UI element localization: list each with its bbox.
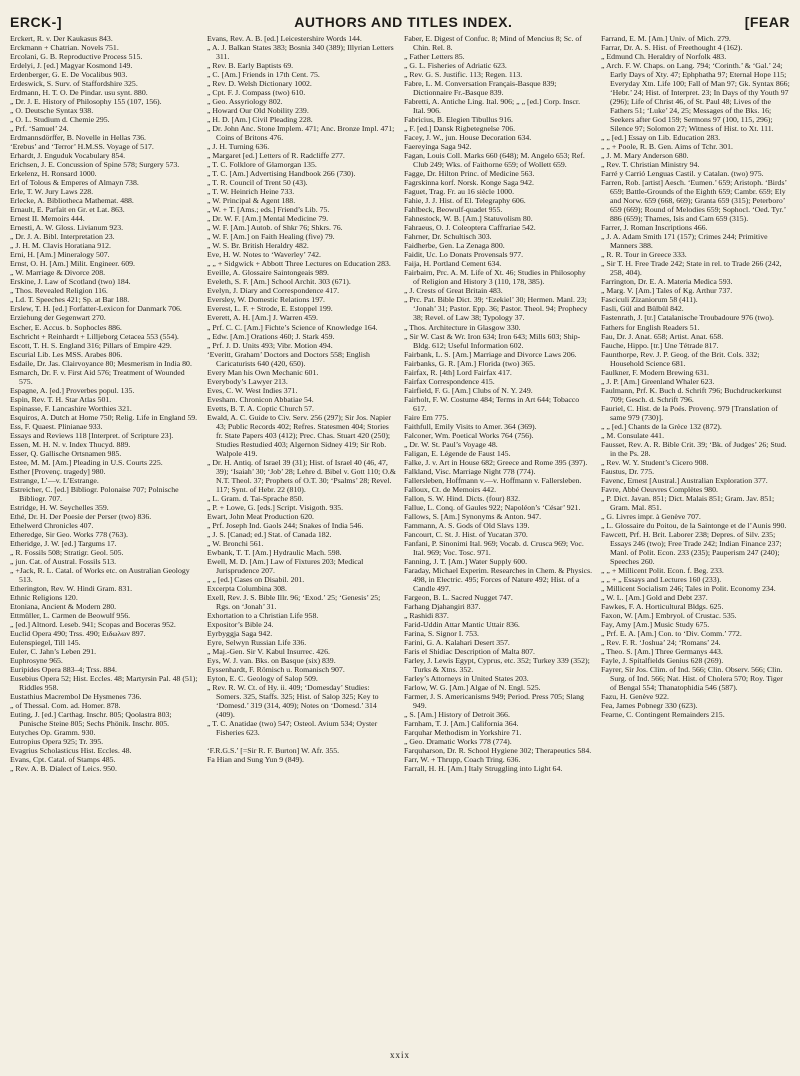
index-entry: Farhang Djahangiri 837. [404,601,481,611]
index-entry: Fahraeus, O. J. Coleoptera Caffrariae 542. [404,223,536,233]
index-entry: Etheredge, Sir Geo. Works 778 (763). [10,529,128,539]
index-entry: Everest, L. F. + Strode, E. Estoppel 199. [207,304,333,314]
index-entry: „ Marg. V. [Am.] Tales of Kg. Arthur 737. [601,286,733,296]
index-entry: Ewell, M. D. [Am.] Law of Fixtures 203; Medical Jurisprudence 207. [207,556,364,575]
index-entry: Farrer, J. Roman Inscriptions 466. [601,223,708,233]
index-entry: Ethé, Dr. H. Der Poesie der Perser (two) 836. [10,511,152,521]
index-entry: Fagge, Dr. Hilton Princ. of Medicine 563. [404,169,535,179]
page-number: xxix [389,1050,410,1060]
index-entry: Evagrius Scholasticus Hist. Eccles. 48. [10,746,132,756]
index-entry: Farini, G. A. Kalahari Desert 357. [404,638,510,648]
index-entry: „ jun. Cat. of Austral. Fossils 513. [10,556,117,566]
index-entry: „ J. S. [Canad; ed.] Stat. of Canada 182. [207,529,332,539]
index-entry: „ H. D. [Am.] Civil Pleading 228. [207,115,313,125]
index-entry: Eustathius Macrembol De Hysmenes 736. [10,692,142,702]
index-entry: Fairbank, L. S. [Am.] Marriage and Divorce Laws 206. [404,349,577,359]
index-entry: „ A. J. Balkan States 383; Bosnia 340 (389); Illyrian Letters 311. [207,43,394,62]
index-entry: Etherington, Rev. W. Hindi Gram. 831. [10,583,133,593]
index-entry: Fairbairn, Prc. A. M. Life of Xt. 46; Studies in Philosophy of Religion and History 3 (110, 178, 385). [404,268,586,287]
index-entry: Farmer, J. S. Americanisms 949; Period. Press 705; Slang 949. [404,692,584,711]
index-column [601,34,790,1044]
index-entry: Faidit, Uc. Lo Donats Provensals 977. [404,250,524,260]
index-entry: Esther [Provenç. tragedy] 980. [10,466,106,476]
index-entry: Fairfax, R. [4th] Lord Fairfax 417. [404,367,512,377]
index-entry: Fabre, L. M. Conversation Français-Basque 839; Dictionnaire Fr.-Basque 839. [404,79,557,98]
index-entry: Farid-Uddin Attar Mantic Uttair 836. [404,620,520,630]
index-entry: Faustus, Dr. 775. [601,466,655,476]
index-entry: Faithfull, Emily Visits to Amer. 364 (369). [404,421,537,431]
index-entry: „ O. Deutsche Syntax 938. [10,106,94,116]
index-entry: „ C. [Am.] Friends in 17th Cent. 75. [207,70,320,80]
index-entry: „ Sir W. Cast & Wr. Iron 634; Iron 643; Mills 603; Ship-Bldg. 612; Useful Information 602. [404,331,581,350]
index-column [404,34,593,1044]
index-entry: „ T. C. Folklore of Glamorgan 135. [207,160,317,170]
index-entry: „ Dr. J. A. Bibl. Interpretation 23. [10,232,115,242]
index-entry: Fairfield, F. G. [Am.] Clubs of N. Y. 249. [404,385,533,395]
index-entry: Fearne, C. Contingent Remainders 215. [601,710,725,720]
index-entry: „ Rev. W. Y. Student’s Cicero 908. [601,457,709,467]
index-entry: Faulmann, Prf. K. Buch d. Schrift 796; Buchdruckerkunst 709; Gesch. d. Schrift 796. [601,385,782,404]
index-entry: Fallersleben, Hoffmann v.—v. Hoffmann v. Fallersleben. [404,475,582,485]
index-entry: „ Dr. J. E. History of Philosophy 155 (107, 156). [10,97,162,107]
index-entry: Ethelwerd Chronicles 407. [10,520,94,530]
index-entry: Fay, Amy [Am.] Music Study 675. [601,620,710,630]
index-entry: Faunthorpe, Rev. J. P. Geog. of the Brit. Cols. 332; Household Science 681. [601,349,760,368]
index-entry: „ Prf. C. C. [Am.] Fichte’s Science of Knowledge 164. [207,322,378,332]
index-entry: Eyrbyggja Saga 942. [207,629,273,639]
index-entry: Faidherbe, Gen. La Zenaga 800. [404,241,505,251]
index-entry: Eys, W. J. van. Bks. on Basque (six) 839. [207,656,336,666]
index-entry: Fabricius, B. Elegien Tibullus 916. [404,115,513,125]
index-entry: Fanfani, P. Sinonimi Ital. 969; Vocab. d. Crusca 969; Voc. Ital. 969; Voc. Tosc. 971. [404,538,584,557]
index-entry: „ P. Dict. Javan. 851; Dict. Malais 851; Gram. Jav. 851; Gram. Mal. 851. [601,493,775,512]
index-entry: „ „ [ed.] Essay on Lib. Education 283. [601,133,721,143]
index-entry: „ Thos. Architecture in Glasgow 330. [404,322,521,332]
index-entry: Eutyches Op. Gramm. 930. [10,728,96,738]
index-entry: Faereyinga Saga 942. [404,142,472,152]
index-entry: „ „ + Poole, R. B. Gen. Aims of Tchr. 301. [601,142,733,152]
index-entry: Fallon, S. W. Hind. Dicts. (four) 832. [404,493,521,503]
index-entry: Farr, W. + Thrupp, Coach Tring. 636. [404,755,521,765]
index-entry: ‘Everitt, Graham’ Doctors and Doctors 558; English Caricaturists 640 (420, 650). [207,349,370,368]
index-entry: „ L. Gram. d. Tai-Sprache 850. [207,493,304,503]
index-entry: „ O. L. Studium d. Chemie 295. [10,115,110,125]
index-entry: Evetts, B. T. A. Coptic Church 57. [207,403,314,413]
index-entry: Evesham. Chronicon Abbatiae 54. [207,394,314,404]
index-entry: „ Rev. F. R. ‘Joshua’ 24; ‘Romans’ 24. [601,638,721,648]
index-entry: Erkelenz, H. Ronsard 1000. [10,169,97,179]
index-entry: Facey, J. W., jun. House Decoration 634. [404,133,532,143]
index-entry: „ R. R. Tour in Greece 333. [601,250,687,260]
index-entry: Falloux, Ct. de Memoirs 442. [404,484,497,494]
index-entry: Fairholt, F. W. Costume 484; Terms in Art 644; Tobacco 617. [404,394,580,413]
index-entry: Fasli, Gül and Bülbül 842. [601,304,684,314]
index-entry: Fasciculi Zizaniorum 58 (411). [601,295,698,305]
index-entry: Euclid Opera 490; Trss. 490; Ειδωλων 897. [10,629,146,639]
index-entry: „ Prc. Pat. Bible Dict. 39; ‘Ezekiel’ 30; Hermen. Manl. 23; ‘Jonah’ 31; Pastor. Epp. 36; Pastor. Theol. 94; Prophecy 38; Revel. of Law 38; Typology 37. [404,295,588,323]
index-entry: „ Prf. J. D. Units 493; Vibr. Motion 494. [207,340,333,350]
index-entry: „ +Jack, R. L. Catal. of Works etc. on Australian Geology 513. [10,565,190,584]
index-entry: „ „ + „ Essays and Lectures 160 (233). [601,574,722,584]
index-entry: Farina, S. Signor I. 753. [404,629,479,639]
index-entry: Esquiros, A. Dutch at Home 750; Relig. Life in England 59. [10,412,198,422]
index-entry: Eyton, E. C. Geology of Salop 509. [207,674,318,684]
index-entry: Euripides Opera 883–4; Trss. 884. [10,665,117,675]
index-entry: Fauriel, C. Hist. de la Poés. Provenç. 979 [Translation of same 979 (730)]. [601,403,778,422]
index-entry: Farlow, W. G. [Am.] Algae of N. Engl. 525. [404,683,541,693]
index-entry: Everybody’s Lawyer 213. [207,376,288,386]
index-entry: Etoniana, Ancient & Modern 280. [10,601,117,611]
index-entry: Euler, C. Jahn’s Leben 291. [10,647,97,657]
index-entry: Fagrskinna korf. Norsk. Konge Saga 942. [404,178,534,188]
index-entry: Fairbanks, G. R. [Am.] Florida (two) 365. [404,358,536,368]
index-entry: Ernault, E. Parfait en Gr. et Lat. 863. [10,205,125,215]
index-entry: „ M. Consulate 441. [601,430,665,440]
index-entry: Erdelyi, J. [ed.] Magyar Kosmond 149. [10,61,133,71]
index-entry: „ „ [ed.] Chants de la Grèce 132 (872). [601,421,722,431]
index-entry: „ G. L. Fisheries of Adriatic 623. [404,61,507,71]
index-entry: Ernest II. Memoirs 444. [10,214,85,224]
index-entry: Farley’s Attorneys in United States 203. [404,674,529,684]
index-entry: Fawcett, Prf. H. Brit. Laborer 238; Depres. of Silv. 235; Essays 246 (two); Free Trade 242; Indian Finance 237; Manl. of Polit. Econ. 233 (235); Pauperism 247 (240); Speeches 260. [601,529,782,566]
index-entry: Eyre, Selwyn Russian Life 336. [207,638,307,648]
index-entry: Esser, Q. Gallische Ortsnamen 985. [10,448,122,458]
index-entry: „ W. L. [Am.] Gold and Debt 237. [601,592,708,602]
index-entry: Faber, E. Digest of Confuc. 8; Mind of Mencius 8; Sc. of Chin. Rel. 8. [404,34,582,53]
index-entry: „ Rev. T. Christian Ministry 94. [601,160,700,170]
index-entry: „ W. F. [Am.] on Faith Healing (five) 79. [207,232,335,242]
index-entry: „ J. M. Mary Anderson 680. [601,151,689,161]
index-entry: Fauche, Hippo. [tr.] Une Tétrade 817. [601,340,719,350]
index-entry: „ W. F. [Am.] Autob. of Shkr 76; Shkrs. 76. [207,223,343,233]
index-entry: Faraday, Michael Experim. Researches in Chem. & Physics. 498, in Electric. 495; Forces of Nature 492; Hist. of a Candle 497. [404,565,593,593]
index-entry: „ T. C. [Am.] Advertising Handbook 266 (730). [207,169,356,179]
index-entry: Ewald, A. C. Guide to Civ. Serv. 256 (297); Sir Jos. Napier 43; Public Records 402; Refres. Statesmen 404; Stories fr. State Papers 403 (412); Prec. Chas. Stuart 420 (250); Studies Restudied 403; Algernon Sidney 419; Sir Rob. Walpole 419. [207,412,392,458]
index-entry: „ R. Fossils 508; Stratigr. Geol. 505. [10,547,124,557]
index-entry: Farquharson, Dr. R. School Hygiene 302; Therapeutics 584. [404,746,592,756]
index-entry: Fea, James Pobnegr 330 (623). [601,701,698,711]
index-entry: Expositor’s Bible 24. [207,620,274,630]
index-entry: Fallows, S. [Am.] Synonyms & Anton. 947. [404,511,542,521]
index-entry: „ Thos. Revealed Religion 116. [10,286,108,296]
index-entry: Erdenberger, G. E. De Vocalibus 903. [10,70,128,80]
index-entry: Every Man his Own Mechanic 601. [207,367,319,377]
index-entry: Fairfax Correspondence 415. [404,376,495,386]
index-entry: Favenc, Ernest [Austral.] Australian Exploration 377. [601,475,768,485]
index-entry: Ettmüller, L. Carmen de Beowulf 956. [10,611,131,620]
index-entry: „ J. H. M. Clavis Horatiana 912. [10,241,111,251]
index-entry: „ S. [Am.] History of Detroit 366. [404,710,510,720]
index-entry: Faxon, W. [Am.] Embryol. of Crustac. 535. [601,611,737,620]
index-entry: Ess, F. Quaest. Plinianae 933. [10,421,103,431]
index-entry: Farrar, Dr. A. S. Hist. of Freethought 4 (162). [601,43,743,53]
index-entry: „ Edw. [Am.] Orations 460; J. Stark 459. [207,331,335,341]
index-entry: Fanning, J. T. [Am.] Water Supply 600. [404,556,528,566]
index-entry: Essays and Reviews 118 [Interpret. of Scripture 23]. [10,430,174,440]
index-entry: „ Sir T. H. Free Trade 242; State in rel. to Trade 266 (242, 258, 404). [601,259,782,278]
index-entry: „ Maj.-Gen. Sir V. Kabul Insurrec. 426. [207,647,330,657]
index-entry: Farrington, Dr. E. A. Materia Medica 593. [601,277,733,287]
index-entry: Falconer, Wm. Poetical Works 764 (756). [404,430,534,440]
index-entry: Espinasse, F. Lancashire Worthies 321. [10,403,132,413]
index-entry: Estrange, L’—v. L’Estrange. [10,475,99,485]
index-entry: Fargeon, B. L. Sacred Nugget 747. [404,592,513,602]
index-entry: Fau, Dr. J. Anat. 658; Artist. Anat. 658. [601,331,724,341]
index-entry: Eve, H. W. Notes to ‘Waverley’ 742. [207,250,321,260]
index-entry: Fausset, Rev. A. R. Bible Crit. 39; ‘Bk. of Judges’ 26; Stud. in the Ps. 28. [601,439,787,458]
index-entry [207,737,396,746]
page-header [10,8,790,30]
index-entry: Erichsen, J. E. Concussion of Spine 578; Surgery 573. [10,160,180,170]
index-entry: Erhardt, J. Enguduk Vocabulary 854. [10,151,126,161]
index-entry: Fallue, L. Conq. of Gaules 922; Napoléon’s ‘César’ 921. [404,502,581,512]
index-entry: Excerpta Columbina 308. [207,583,287,593]
index-entry: Fabretti, A. Antiche Ling. Ital. 906; „ „ [ed.] Corp. Inscr. Ital. 906. [404,97,581,116]
index-entry: „ Rev. G. S. Justific. 113; Regen. 113. [404,70,523,80]
index-entry: „ Dr. H. Antiq. of Israel 39 (31); Hist. of Israel 40 (46, 47, 39); ‘Isaiah’ 30; ‘Job’ 28; Lehre d. Bibel v. Gott 110; O.& N.T. Theol. 37; Prophets of O.T. 30; ‘Psalms’ 28; Revel. 117; Synt. of Hebr. 22 (810). [207,457,396,494]
index-entry: Fancourt, C. St. J. Hist. of Yucatan 370. [404,529,528,539]
header-right: [FEAR [744,14,790,30]
index-entry: „ J. A. Adam Smith 171 (157); Crimes 244; Primitive Manners 388. [601,232,768,251]
index-entry: Farré y Carrió Lenguas Castil. y Catalan. (two) 975. [601,169,764,179]
index-entry: Fahnestock, W. B. [Am.] Statuvolism 80. [404,214,533,224]
index-entry: ‘F.R.G.S.’ [=Sir R. F. Burton] W. Afr. 355. [207,746,340,756]
index-entry: Euting, J. [ed.] Carthag. Inschr. 805; Qoolastra 803; Punische Steine 805; Sechs Phönik. Inschr. 805. [10,710,172,729]
index-entry: „ „ + Millicent Polit. Econ. f. Beg. 233. [601,565,724,575]
index-entry: Eulenspiegel, Till 145. [10,638,81,648]
index-entry: Esmarch, Dr. F. v. First Aid 576; Treatment of Wounded 575. [10,367,185,386]
index-entry: Eyssenhardt, F. Römisch u. Romanisch 907. [207,665,345,675]
index-entry: Farrall, H. H. [Am.] Italy Struggling into Light 64. [404,764,563,774]
index-entry: „ Rev. A. B. Dialect of Leics. 950. [10,764,117,774]
index-entry: Essen, M. H. N. v. Index Thucyd. 889. [10,439,131,449]
index-entry: „ F. [ed.] Dansk Rigbetegnelse 706. [404,124,516,134]
index-entry: Evelyn, J. Diary and Correspondence 417. [207,286,340,296]
index-column [207,34,396,1044]
index-entry: Erdmann, H. T. O. De Pindar. usu synt. 880. [10,88,148,98]
index-entry: „ „ [ed.] Cases on Disabil. 201. [207,574,305,584]
index-entry: Exhortation to a Christian Life 958. [207,611,319,620]
index-entry: Faguet, Trag. Fr. au 16 siècle 1000. [404,187,515,197]
index-entry: Erziehung der Gegenwart 270. [10,313,106,323]
index-entry: „ of Thessal. Com. ad. Homer. 878. [10,701,121,711]
index-entry: Euphrosyne 965. [10,656,63,666]
index-entry: „ P. + Lowe, G. [eds.] Script. Visigoth. 935. [207,502,344,512]
index-column [10,34,199,1044]
index-entry: Fayrer, Sir Jos. Clim. of Ind. 566; Clin. Observ. 566; Clin. Surg. of Ind. 566; Nat. Hist. of Cholera 570; Roy. Tiger of Bengal 554; Thanatophidia 546 (587). [601,665,783,693]
index-entry: Fagan, Louis Coll. Marks 660 (648); M. Angelo 653; Ref. Club 249; Wks. of Faithorne 659; of Wollett 659. [404,151,585,170]
index-entry: Faija, H. Portland Cement 634. [404,259,502,269]
index-entry: Escurial Lib. Les MSS. Arabes 806. [10,349,123,359]
index-entry: „ W. Marriage & Divorce 208. [10,268,106,278]
index-entry: Farquhar Methodism in Yorkshire 71. [404,728,522,738]
index-entry: „ Dr. W. St. Paul’s Voyage 48. [404,439,498,449]
index-entry: Fazu, H. Genève 922. [601,692,669,702]
index-entry: Farnham, T. J. [Am.] California 364. [404,719,519,729]
index-entry: „ Geo. Assyriology 802. [207,97,283,107]
index-entry: Ercolani, G. B. Reproductive Process 515. [10,52,143,62]
index-entry: „ Prf. Joseph Ind. Gaols 244; Snakes of India 546. [207,520,364,530]
index-entry: Favre, Abbé Oeuvres Complètes 980. [601,484,718,494]
index-entry: Fawkes, F. A. Horticultural Bldgs. 625. [601,601,724,611]
index-entry: Estridge, H. W. Seychelles 359. [10,502,109,512]
index-entry: Fathers for English Readers 51. [601,322,700,332]
index-entry: „ Edmund Ch. Heraldry of Norfolk 483. [601,52,727,62]
index-entry: Etheridge, J. W. [ed.] Targums 17. [10,538,117,548]
index-entry: „ W. + T. [Ams.; eds.] Friend’s Lib. 75. [207,205,330,215]
index-entry: „ L. Glossaire du Poitou, de la Saintonge et de l’Aunis 990. [601,520,787,530]
index-entry: „ T. C. Anatidae (two) 547; Osteol. Avium 534; Oyster Fisheries 623. [207,719,378,738]
index-entry: Espin, Rev. T. H. Star Atlas 501. [10,394,112,404]
index-entry: Ethnic Religions 120. [10,592,78,602]
index-entry: „ Howard Our Old Nobility 239. [207,106,309,116]
index-entry: Ernesti, A. W. Gloss. Livianum 923. [10,223,124,233]
index-entry: Eversley, W. Domestic Relations 197. [207,295,325,305]
index-entry: „ W. S. Br. British Heraldry 482. [207,241,309,251]
index-entry: Escher, E. Accus. b. Sophocles 886. [10,322,122,332]
index-entry: Faire Em 775. [404,412,449,422]
index-entry: Eusebius Opera 52; Hist. Eccles. 48; Martyrsin Pal. 48 (51); Riddles 958. [10,674,198,693]
index-entry: Fahie, J. J. Hist. of El. Telegraphy 606. [404,196,526,206]
index-entry: „ Rev. R. W. Ct. of Hy. ii. 409; ‘Domesday’ Studies: Somers. 325, Staffs. 325; Hist. of Salop 325; Key to ‘Domesd.’ 319 (314, 409); Notes on ‘Domesd.’ 314 (409). [207,683,379,720]
index-entry: Erni, H. [Am.] Mineralogy 507. [10,250,110,260]
index-entry: „ Dr. John Anc. Stone Implem. 471; Anc. Bronze Impl. 471; Coins of Britons 476. [207,124,395,143]
index-entry: Erle, T. W. Jury Laws 228. [10,187,94,197]
index-entry: Eveleth, S. F. [Am.] School Archit. 303 (671). [207,277,351,287]
index-entry: Eveille, A. Glossaire Saintongeais 989. [207,268,329,278]
index-entry: Farley, J. Lewis Egypt, Cyprus, etc. 352; Turkey 339 (352); Turks & Xtns. 352. [404,656,590,675]
index-entry: „ Prf. ‘Samuel’ 24. [10,124,69,134]
index-entry: „ [ed.] Altnord. Leseb. 941; Scopas and Boceras 952. [10,620,176,630]
index-entry: „ Margaret [ed.] Letters of R. Radcliffe 277. [207,151,345,161]
index-entry: Fastenrath, J. [tr.] Catalanische Troubadoure 976 (two). [601,313,774,323]
index-entry: Everett, A. H. [Am.] J. Warren 459. [207,313,318,323]
index-entry: Falke, J. v. Art in House 682; Greece and Rome 395 (397). [404,457,588,467]
index-entry: Fayle, J. Spitalfields Genius 628 (269). [601,656,724,666]
index-entry: „ J. H. Turning 636. [207,142,270,152]
header-left: ERCK-] [10,14,62,30]
index-entry: „ Geo. Dramatic Works 778 (774). [404,737,512,747]
index-entry: „ T. R. Council of Trent 50 (43). [207,178,308,188]
index-entry: Exell, Rev. J. S. Bible Illr. 96; ‘Exod.’ 25; ‘Genesis’ 25; Rgs. on ‘Jonah’ 31. [207,592,381,611]
index-entry: „ Millicent Socialism 246; Tales in Polit. Economy 234. [601,583,776,593]
index-entry: Estee, M. M. [Am.] Pleading in U.S. Courts 225. [10,457,163,467]
index-entry: „ W. Principal & Agent 188. [207,196,296,206]
index-entry: Erlecke, A. Bibliotheca Mathemat. 488. [10,196,134,206]
index-entry: „ Rev. B. Early Baptists 69. [207,61,294,71]
index-entry: „ G. Livres impr. à Genève 707. [601,511,701,521]
index-entry: Ewbank, T. T. [Am.] Hydraulic Mach. 598. [207,547,342,557]
index-entry: Ernst, O. H. [Am.] Milit. Engineer. 609. [10,259,135,269]
index-entry: Esdaile, Dr. Jas. Clairvoyance 80; Mesmerism in India 80. [10,358,192,368]
index-entry: Erckmann + Chatrian. Novels 751. [10,43,119,53]
index-entry: Erl of Tolous & Emperes of Almayn 738. [10,178,139,188]
index-entry: Erckert, R. v. Der Kaukasus 843. [10,34,113,43]
index-entry: Farren, Rob. [artist] Aesch. ‘Eumen.’ 659; Aristoph. ‘Birds’ 659; Battle-Grounds of the Eighth 659; Cambr. 659; Ely and Norw. 659 (668, 669); Granta 659 (315); Peterboro’ 659 (669); Round of Melodies 659; Sophocl. ‘Oed. Tyr.’ 886 (659); Thames, Isis and Cam 659 (315). [601,178,787,224]
index-entry: Fahlbeck, Beowulf-quadet 955. [404,205,503,215]
index-entry: Erskine, J. Law of Scotland (two) 184. [10,277,131,287]
index-entry: „ „ + Sidgwick + Abbott Three Lectures on Education 283. [207,259,391,269]
index-entry: „ J. Crests of Great Britain 483. [404,286,503,296]
index-entry: „ Rev. D. Welsh Dictionary 1002. [207,79,312,89]
header-title: AUTHORS AND TITLES INDEX. [294,14,513,30]
index-entry: „ Prf. E. A. [Am.] Con. to ‘Div. Comm.’ 772. [601,629,742,639]
index-entry: „ J. P. [Am.] Greenland Whaler 623. [601,376,715,386]
index-entry: Falkland, Visc. Marriage Night 778 (774). [404,466,536,476]
index-entry: Erdmannsdörffer, B. Novelle in Hellas 736. [10,133,146,143]
index-entry: Eschricht + Reinhardt + Lilljeborg Cetacea 553 (554). [10,331,179,341]
index-entry: Evans, Cpt. Catal. of Stamps 485. [10,755,116,765]
index-entry: „ Theo. S. [Am.] Three Germanys 443. [601,647,723,657]
index-entry: Fahrner, Dr. Schultisch 303. [404,232,492,242]
index-entry: Espagne, A. [ed.] Proverbes popul. 135. [10,385,135,395]
index-entry: Faris el Shidiac Description of Malta 807. [404,647,536,657]
index-entry: Erdeswick, S. Surv. of Staffordshire 325. [10,79,138,89]
index-entry: Estreicher, C. [ed.] Bibliogr. Polonaise 707; Polnische Bibliogr. 707. [10,484,179,503]
index-entry: „ Father Letters 85. [404,52,465,62]
index-entry: Faulkner, F. Modern Brewing 631. [601,367,709,377]
index-entry: Eutropius Opera 925; Tr. 395. [10,737,104,747]
index-entry: Eves, C. W. West Indies 371. [207,385,298,395]
index-entry: „ Ld. T. Speeches 421; Sp. at Bar 188. [10,295,130,305]
index-entry: ‘Erebus’ and ‘Terror’ H.M.SS. Voyage of 517. [10,142,154,152]
index-entry: Evans, Rev. A. B. [ed.] Leicestershire Words 144. [207,34,362,43]
index-entry: Faligan, E. Légende de Faust 145. [404,448,511,458]
index-columns [10,34,790,1044]
index-entry: Farrand, E. M. [Am.] Univ. of Mich. 279. [601,34,731,43]
index-entry: „ Arch. F. W. Chaps. on Lang. 794; ‘Corinth.’ & ‘Gal.’ 24; Early Days of Xty. 47; Ephphatha 97; Eternal Hope 115; Everyday Xtn. Life 100; Fall of Man 97; Gk. Syntax 866; ‘Hebr.’ 24; Hist. of Interpret. 23; In Days of thy Youth 97 (296); Life of Christ 46, of St. Paul 48; Lives of the Fathers 51; ‘Luke’ 24, 25; Messages of the Bks. 16; Seekers after God 159; Sermons 97 (100, 115, 296); Silence 97; Solomon 27; Witness of Hist. to Xt. 111. [601,61,790,134]
index-entry: „ W. Bronchi 561. [207,538,264,548]
index-entry: „ Rashidi 837. [404,611,449,620]
index-entry: Fa Hian and Sung Yun 9 (849). [207,755,304,765]
index-entry: „ T. W. Heinrich Heine 733. [207,187,295,197]
index-entry: Fammann, A. S. Gods of Old Slavs 139. [404,520,530,530]
index-entry: „ Dr. W. F. [Am.] Mental Medicine 79. [207,214,329,224]
index-entry: „ Cpt. F. J. Compass (two) 610. [207,88,306,98]
index-entry: Erslew, T. H. [ed.] Forfatter-Lexicon for Danmark 706. [10,304,182,314]
index-entry: Ewart, John Meat Production 620. [207,511,314,521]
index-entry: Escott, T. H. S. England 316; Pillars of Empire 429. [10,340,172,350]
